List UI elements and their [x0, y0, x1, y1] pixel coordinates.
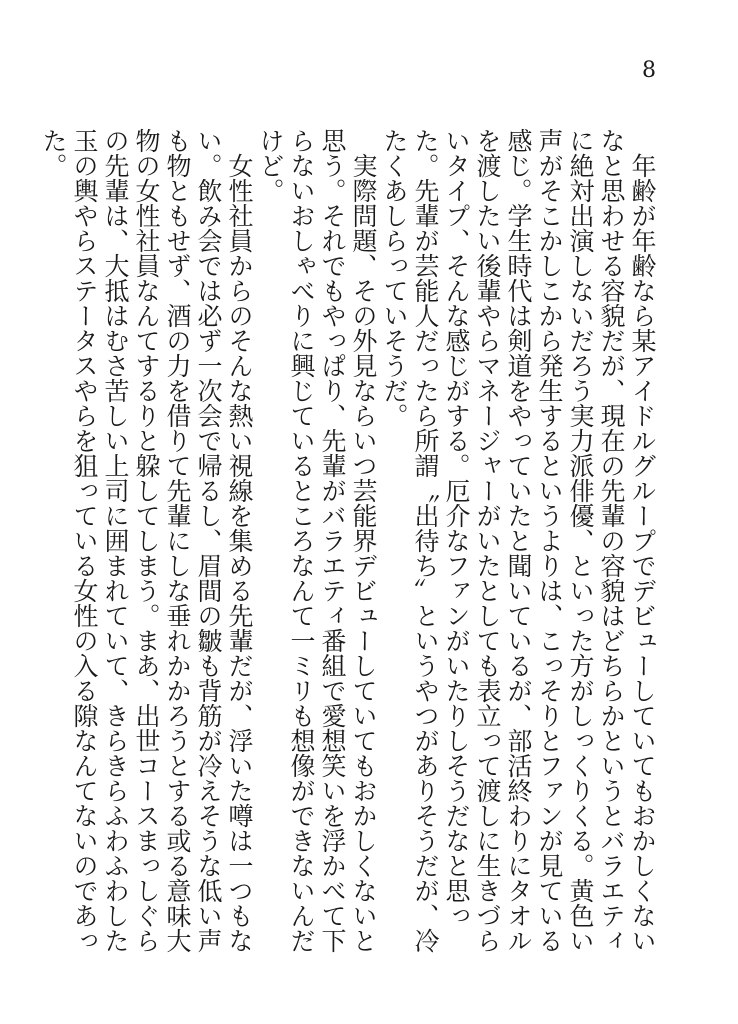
paragraph-2: 実際問題、その外見ならいつ芸能界デビューしていてもおかしくないと思う。それでもやっぱり、先輩がバラエティ番組で愛想笑いを浮かべて下らないおしゃべりに興じているところなんて一ミリも想像ができないんだけど。	[256, 128, 378, 953]
vertical-text-body	[39, 128, 658, 968]
paragraph-3: 女性社員からのそんな熱い視線を集める先輩だが、浮いた噂は一つもない。飲み会では必ず一次会で帰るし、眉間の皺も背筋が冷えそうな低い声も物ともせず、酒の力を借りて先輩にしな垂れかかろうとする或る意味大物の女性社員なんてするりと躱してしまう。まあ、出世コースまっしぐらの先輩は、大抵はむさ苦しい上司に囲まれていて、きらきらふわふわした玉の輿やらステータスやらを狙っている女性の入る隙なんてないのであった。	[39, 128, 254, 953]
paragraph-1: 年齢が年齢なら某アイドルグループでデビューしていてもおかしくないなと思わせる容貌だが、現在の先輩の容貌はどちらかというとバラエティに絶対出演しないだろう実力派俳優、といった方がしっくりくる。黄色い声がそこかしこから発生するというよりは、こっそりとファンが見ている感じ。学生時代は剣道をやっていたと聞いているが、部活終わりにタオルを渡したい後輩やらマネージャーがいたとしても表立って渡しに生きづらいタイプ、そんな感じがする。厄介なファンがいたりしそうだなと思った。先輩が芸能人だったら所謂〝出待ち〟というやつがありそうだが、冷たくあしらっていそうだ。	[380, 128, 657, 953]
page-number: 8	[642, 58, 656, 83]
